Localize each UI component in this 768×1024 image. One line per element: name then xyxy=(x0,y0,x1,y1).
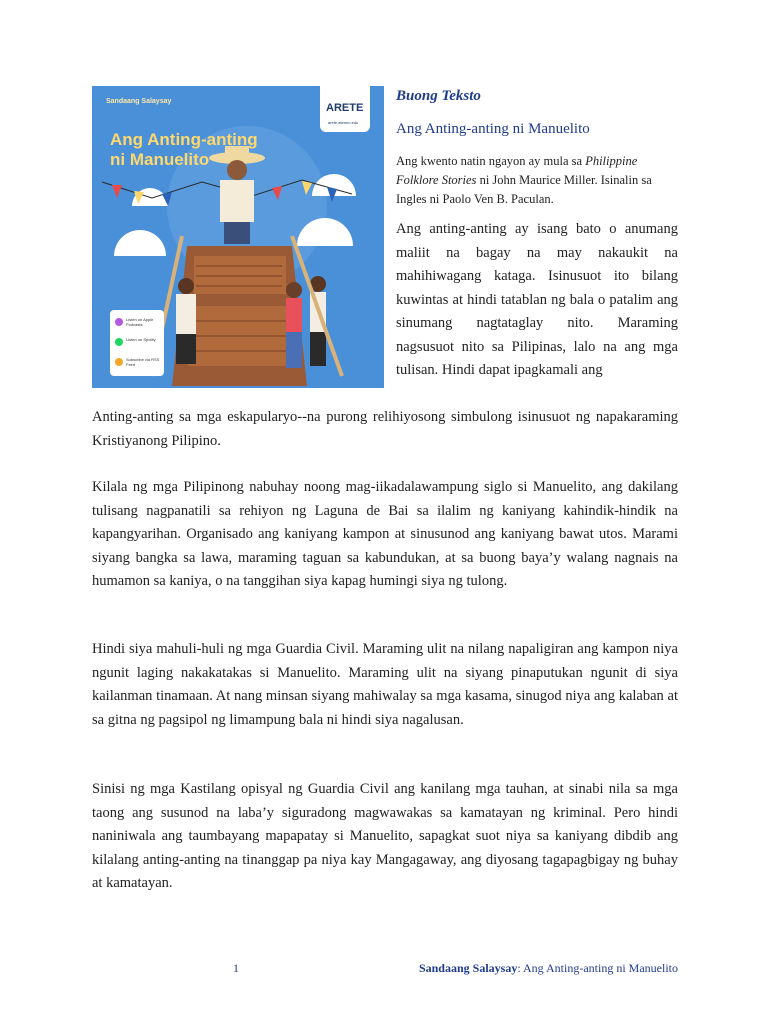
paragraph-4: Sinisi ng mga Kastilang opisyal ng Guardia Civil ang kanilang mga tauhan, at sinabi nila sa mga taong ang susunod na laba’y siguradong magwawakas sa kamatayan ng kriminal. Pero hindi naniniwala ang taumbayang mapapatay si Manuelito, sapagkat suot niya sa kaniyang dibdib ang kilalang anting-anting na tinanggap pa niya kay Mangagaway, ang diyosang tagapagbigay ng buhay at kamatayan. xyxy=(92,781,678,891)
footer-title: Ang Anting-anting ni Manuelito xyxy=(523,961,678,975)
cover-title-line1: Ang Anting-anting xyxy=(110,130,258,149)
listen-spotify[interactable]: Listen on Spotify xyxy=(126,337,156,342)
story-title: Ang Anting-anting ni Manuelito xyxy=(396,121,590,137)
book-title: Philippine Folklore Stories xyxy=(396,154,638,187)
attribution-prefix: Ang kwento natin ngayon ay mula sa xyxy=(396,154,586,168)
cover-image xyxy=(92,86,384,388)
paragraph-3: Hindi siya mahuli-huli ng mga Guardia Civil. Maraming ulit na nilang napaligiran ang kampon niya ngunit laging nakakatakas si Manuelito. Maraming ulit na siyang pinaputukan ngunit di siya kailanman tinamaan. At nang minsan siyang mahiwalay sa mga kasama, sinugod niya ang kalaban at sa gitna ng pagsipol ng limampung bala ni hindi siya nagalusan. xyxy=(92,641,678,728)
footer-separator: : xyxy=(517,961,523,975)
listen-rss[interactable]: Subscribe via RSS Feed xyxy=(126,357,160,367)
listen-links xyxy=(110,310,164,376)
paragraph-1-bottom: Anting-anting sa mga eskapularyo--na purong relihiyosong simbulong isinusuot ng napakaraming Kristiyanong Pilipino. xyxy=(92,409,678,449)
spotify-icon xyxy=(115,338,123,346)
attribution-suffix: ni John Maurice Miller. Isinalin sa Ingles ni Paolo Ven B. Paculan. xyxy=(396,173,652,206)
cover-title-line2: ni Manuelito xyxy=(110,150,210,169)
paragraph-2: Kilala ng mga Pilipinong nabuhay noong mag-iikadalawampung siglo si Manuelito, ang dakilang tulisang nagpanatili sa rehiyon ng Laguna de Bai sa ilalim ng kaniyang kahindik-hindik na kapangyarihan. Organisado ang kaniyang kampon at sinusunod ang kaniyang bawat utos. Marami siyang bangka sa lawa, maraming taguan sa kabundukan, at sa buong baya’y walang nagnais na humamon sa kaniya, o na tanggihan siya kapag humingi siya ng tulong. xyxy=(92,479,678,589)
rss-icon xyxy=(115,358,123,366)
section-label: Buong Teksto xyxy=(396,88,481,104)
page-number: 1 xyxy=(233,961,239,975)
cover-title xyxy=(110,130,258,170)
publisher-url: arete.ateneo.edu xyxy=(328,120,359,125)
listen-apple[interactable]: Listen on Apple Podcasts xyxy=(126,317,154,327)
footer-series: Sandaang Salaysay xyxy=(418,961,518,975)
running-footer xyxy=(419,961,678,976)
apple-podcasts-icon xyxy=(115,318,123,326)
attribution xyxy=(396,152,678,209)
paragraph-1-top: Ang anting-anting ay isang bato o anumang maliit na bagay na may nakaukit na mahihiwagang kataga. Isinusuot ito bilang kuwintas at hindi tatablan ng bala o patalim ang sinumang nagtataglay nito. Maraming nagsusuot nito sa Pilipinas, lalo na ang mga tulisan. Hindi dapat ipagkamali ang xyxy=(396,221,678,378)
publisher-logo: ARETE xyxy=(326,102,364,114)
cover-brand: Sandaang Salaysay xyxy=(106,98,172,105)
